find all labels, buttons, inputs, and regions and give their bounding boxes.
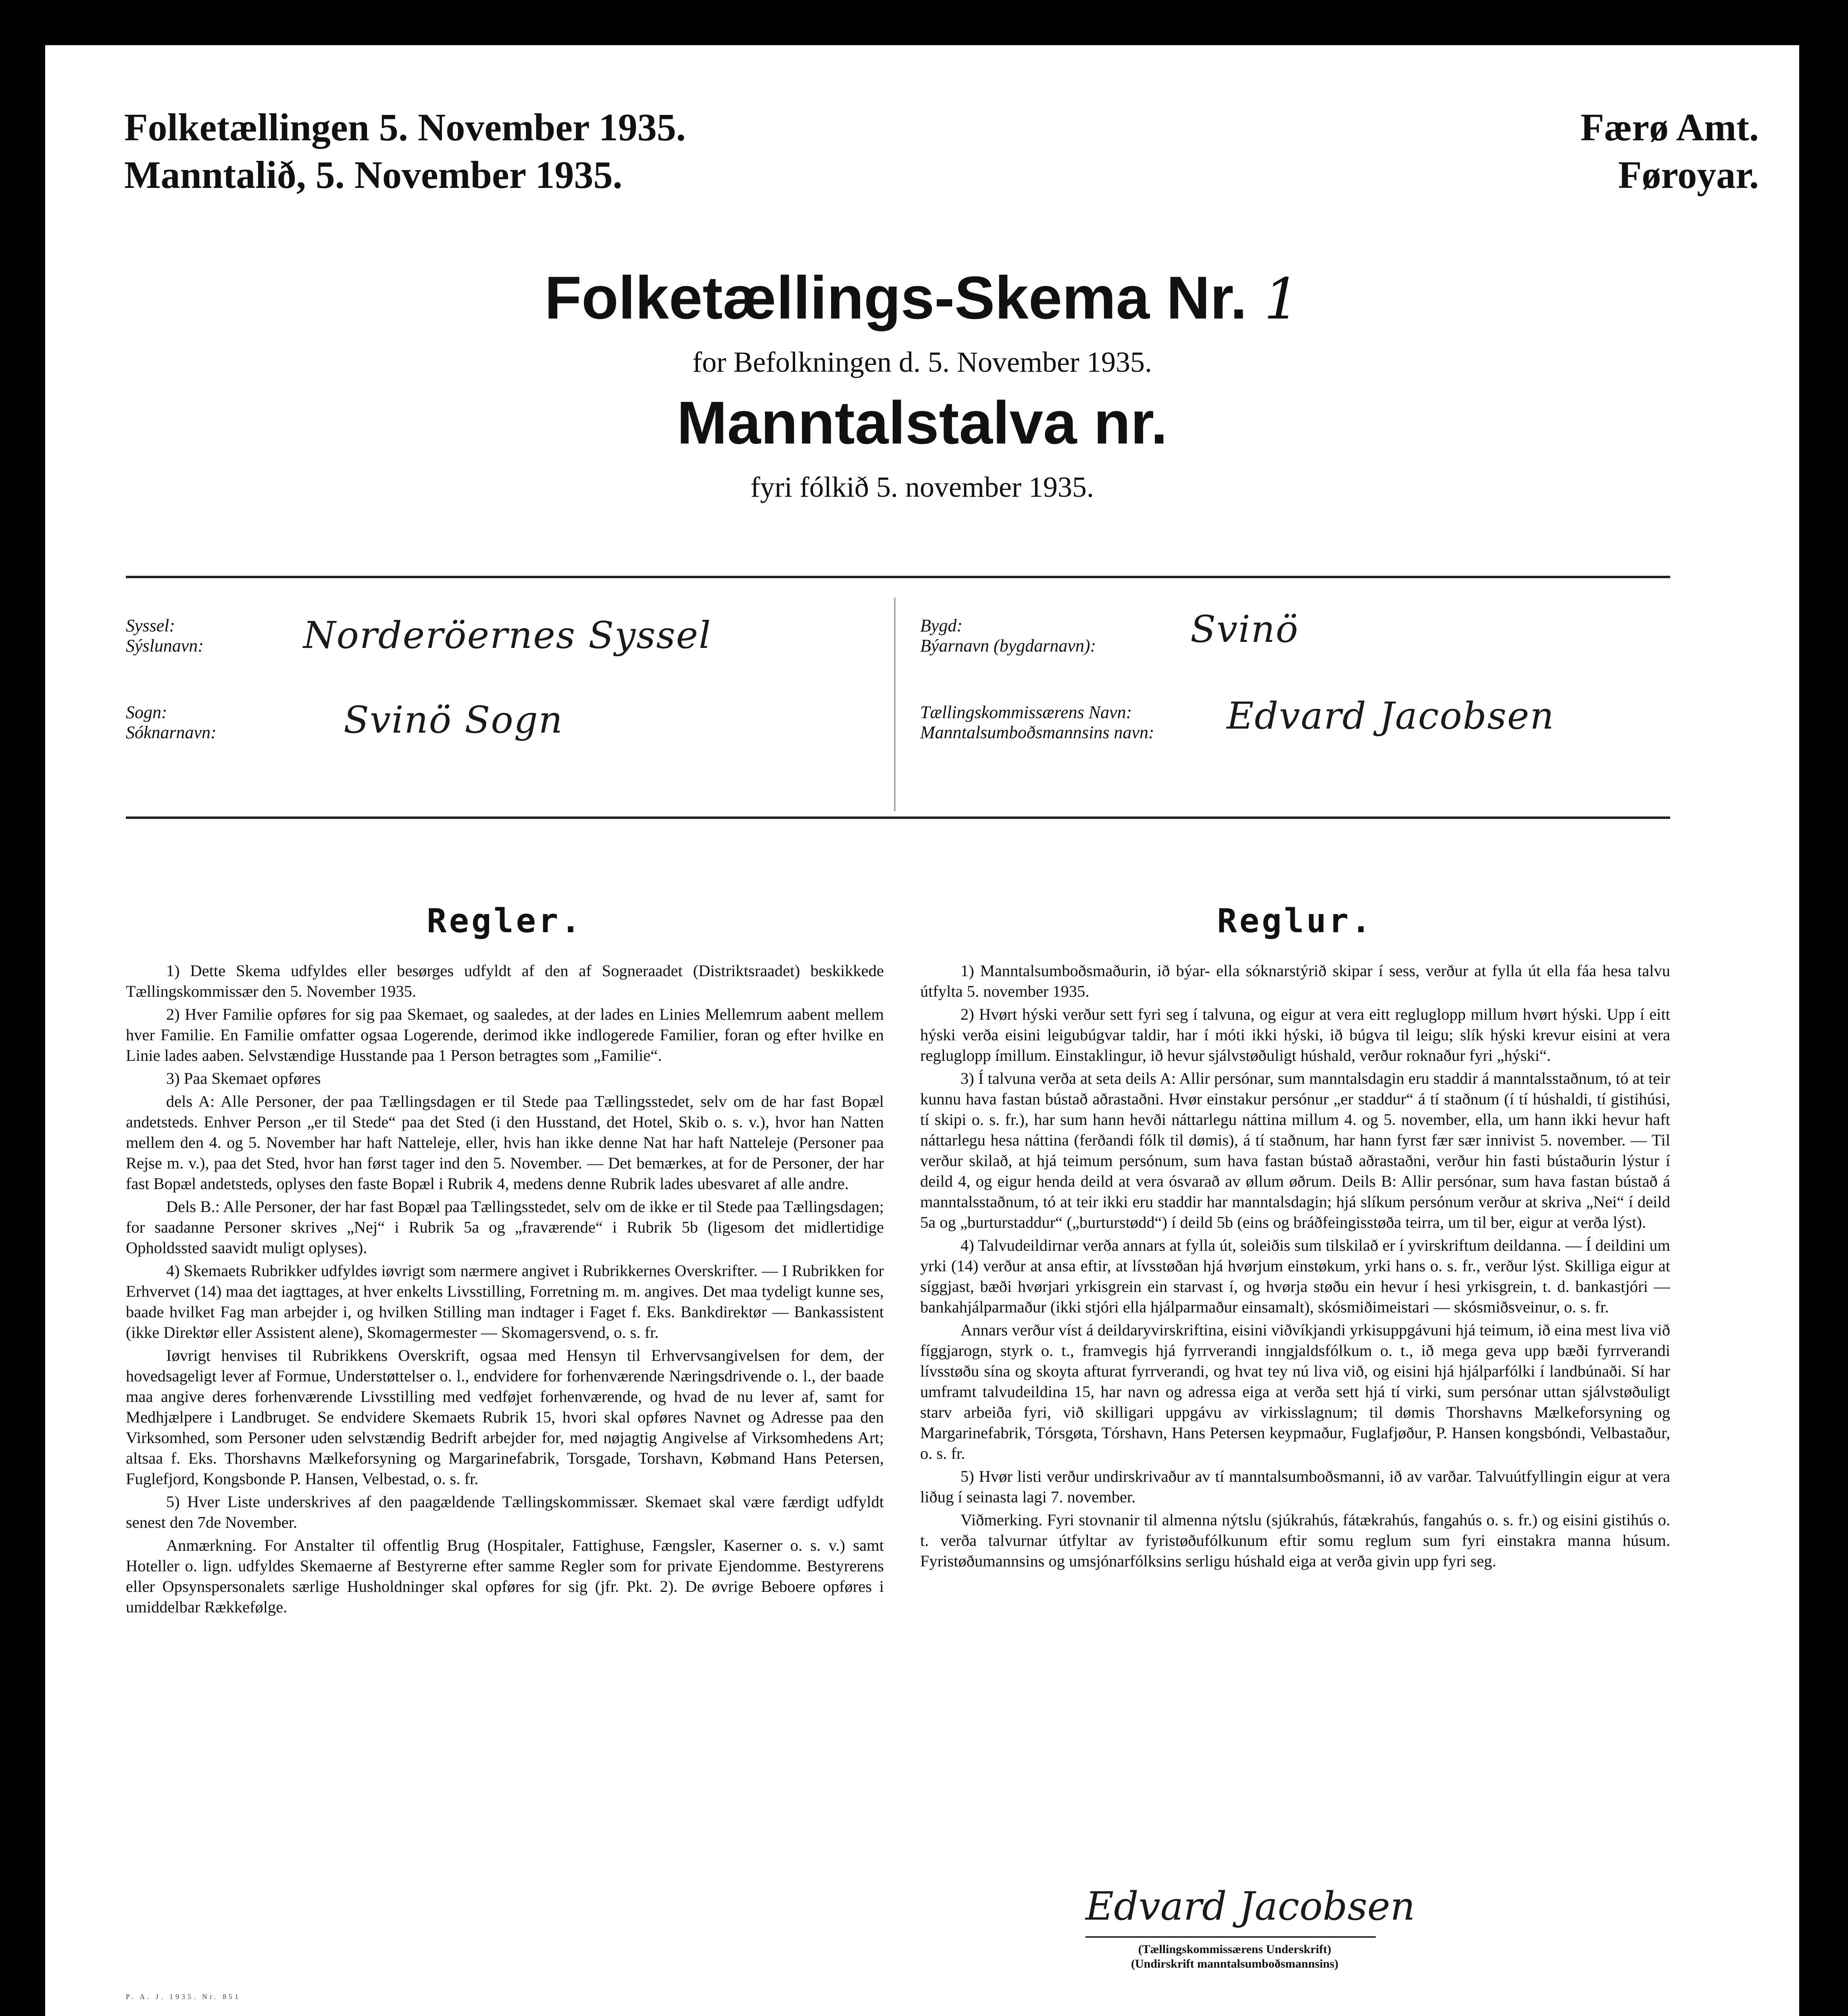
- form-title-text: Folketællings-Skema Nr.: [544, 264, 1247, 331]
- header-right-line2: Føroyar.: [1618, 153, 1759, 196]
- form-subtitle: for Befolkningen d. 5. November 1935.: [692, 346, 1152, 378]
- reglur-paragraph: Annars verður víst á deildaryvirskriftina, eisini viðvíkjandi yrkisuppgávuni hjá teimum, ið eina mest liva við fíggjarogn, styrk o. t., framvegis hjá fyrrverandi inngjaldsfólkum o. t., ið mega geva upp bæði fyrrverandi lívsstøðu sína og skoyta afturat fyrrverandi, og hvat tey nú liva við, og eisini hjá hjálparfólki í landbúnaði. Sí har umframt talvudeildina 15, har navn og adressa eiga at verða sett hjá tí virki, sum persónar uttan sjálvstøðuligt starv arbeiða fyri, við skilligari uppgávu av virkisslagnum; til dømis Thorshavns Mælkeforsyning og Margarinefabrik, Tórsgøta, Tórshavn, Hans Petersen keypmaður, Fuglafjøður, P. Hansen kongsbóndi, Velbastaður, o. s. fr.: [920, 1321, 1670, 1462]
- regler-paragraph: Iøvrigt henvises til Rubrikkens Overskrift, ogsaa med Hensyn til Erhvervsangivelsen for dem, der hovedsageligt lever af Formue, Understøttelser o. l., endvidere for forhenværende Næringsdrivende o. l., der baade maa angive deres forhenværende Livsstilling med vedføjet forhenværende, og hvad de nu lever af, samt for Medhjælpere i Landbruget. Se endvidere Skemaets Rubrik 15, hvori skal opføres Navnet og Adresse paa den Virksomhed, som Personer uden selvstændig Bedrift arbejder for, med nøjagtig Angivelse af Virksomhedens Art; altsaa f. Eks. Thorshavns Mælkeforsyning og Margarinefabrik, Torsgade, Torshavn, Købmand Hans Petersen, Fuglefjord, Kongsbonde P. Hansen, Velbestad, o. s. fr.: [126, 1346, 884, 1488]
- header-right-line1: Færø Amt.: [1580, 106, 1759, 149]
- header-left-line1: Folketællingen 5. November 1935.: [124, 106, 686, 149]
- regler-paragraph: dels A: Alle Personer, der paa Tællingsdagen er til Stede paa Tællingsstedet, selv om de har fast Bopæl andetsteds. Enhver Person „er til Stede“ paa det Sted (i den Husstand, det Hotel, Skib o. s. v.), hvor han Natten mellem den 4. og 5. November har haft Natteleje, eller, hvis han ikke denne Nat har haft Natteleje (Personer paa Rejse m. v.), paa det Sted, hvor han først tager ind den 5. November. — Det bemærkes, at for de Personer, der har fast Bopæl andetsteds, oplyses den faste Bopæl i Rubrik 4, medens denne Rubrik lades ubesvaret af alle andre.: [126, 1092, 884, 1193]
- reglur-paragraph: 2) Hvørt hýski verður sett fyri seg í talvuna, og eigur at vera eitt regluglopp millum hvørt hýski. Upp í eitt hýski verða eisini leigubúgvar taldir, har í móti ikki hýski, ið búgva til leigu; slík hýski krevur eisini at vera regluglopp ímillum. Einstaklingur, ið hevur sjálvstøðuligt húshald, verður roknaður fyri „hýski“.: [920, 1005, 1670, 1064]
- form-subtitle-faroese: fyri fólkið 5. november 1935.: [750, 471, 1094, 503]
- reglur-paragraph: Viðmerking. Fyri stovnanir til almenna nýtslu (sjúkrahús, fátækrahús, fangahús o. s. fr.) og eisini gistihús o. t. verða talvurnar útfyltar av fyristøðufólkunum eftir somu reglum sum fyri einstakra manna húsum. Fyristøðumannsins og umsjónarfólksins serligu húshald eiga at verða givin upp fyri seg.: [920, 1511, 1670, 1570]
- bygd-value: Svinö: [1190, 608, 1299, 651]
- syssel-label: Syssel: Sýslunavn:: [126, 616, 204, 656]
- regler-paragraph: Dels B.: Alle Personer, der har fast Bopæl paa Tællingsstedet, selv om de ikke er til Stede paa Tællingsdagen; for saadanne Personer skrives „Nej“ i Rubrik 5a og „fraværende“ i Rubrik 5b (ligesom det midlertidige Opholdssted saavidt muligt oplyses).: [126, 1198, 884, 1257]
- regler-paragraph: 1) Dette Skema udfyldes eller besørges udfyldt af den af Sogneraadet (Distriktsraadet) beskikkede Tællingskommissær den 5. November 1935.: [126, 962, 884, 1000]
- form-title: [45, 263, 1799, 333]
- census-form-page: [45, 45, 1799, 2016]
- kommissaer-value: Edvard Jacobsen: [1227, 694, 1555, 737]
- syssel-value: Norderöernes Syssel: [303, 614, 712, 657]
- header-left: [124, 104, 686, 199]
- printer-mark: P. A. J. 1935. Nr. 851: [126, 1993, 241, 2001]
- signature-handwritten: Edvard Jacobsen: [1085, 1884, 1415, 1929]
- reglur-paragraph: 5) Hvør listi verður undirskrivaður av tí manntalsumboðsmanni, ið av varðar. Talvuútfyllingin eigur at vera liðug í seinasta lagi 7. november.: [920, 1467, 1670, 1506]
- form-number-handwritten: 1: [1264, 267, 1300, 332]
- reglur-paragraph: 3) Í talvuna verða at seta deils A: Allir persónar, sum manntalsdagin eru staddir á manntalsstaðnum, tó at teir kunnu hava fastan bústað aðrastaðni. Hvør einstakur persónur „er staddur“ á tí staðnum (í tí húshaldi, tí gistihúsi, tí skipi o. s. fr.), har sum hann hevði náttarlegu náttina millum 4. og 5. november, ella, um hann ikki hevur haft náttarlegu hesa náttina (ferðandi fólk til dømis), á tí staðnum, har hann fyrst fær sær innivist 5. november. — Til verður skilað, at hjá teimum persónum, sum hava fastan bústað aðrastaðni, verður hin fasti bústaðurin lýstur í deild 4, og eigur henda deild at vera ósvarað av øllum øðrum. Deils B: Allir persónar, sum hava fastan bústað á manntalsstaðnum, tó at teir ikki eru staddir har manntalsdagin; hjá slíkum persónum verður at skriva „Nei“ í deild 5a og „burturstaddur“ („burturstødd“) í deild 5b (eins og bráðfeingisstøða teirra, um til ber, eigur at verða lýst).: [920, 1069, 1670, 1231]
- regler-text: [126, 960, 884, 1617]
- regler-heading: Regler.: [427, 902, 583, 940]
- bygd-label: Bygd: Býarnavn (bygdarnavn):: [920, 616, 1096, 656]
- reglur-heading: Reglur.: [1217, 902, 1373, 940]
- form-title-faroese: Manntalstalva nr.: [677, 389, 1168, 456]
- top-rule: [126, 576, 1670, 578]
- sogn-label: Sogn: Sóknarnavn:: [126, 702, 217, 742]
- header-left-line2: Manntalið, 5. November 1935.: [124, 153, 623, 196]
- regler-paragraph: 5) Hver Liste underskrives af den paagældende Tællingskommissær. Skemaet skal være færdigt udfyldt senest den 7de November.: [126, 1493, 884, 1531]
- regler-paragraph: 2) Hver Familie opføres for sig paa Skemaet, og saaledes, at der lades en Linies Mellemrum aabent mellem hver Familie. En Familie omfatter ogsaa Logerende, derimod ikke indlogerede Familier, foran og efter hvilke en Linie lades aaben. Selvstændige Husstande paa 1 Person betragtes som „Familie“.: [126, 1005, 884, 1064]
- kommissaer-label: Tællingskommissærens Navn: Manntalsumboðsmannsins navn:: [920, 702, 1154, 742]
- fields-bottom-rule: [126, 816, 1670, 819]
- reglur-text: [920, 960, 1670, 1571]
- header-right: [1580, 104, 1759, 199]
- regler-paragraph: Anmærkning. For Anstalter til offentlig Brug (Hospitaler, Fattighuse, Fængsler, Kaserner o. s. v.) samt Hoteller o. lign. udfyldes Skemaerne af Bestyrerne efter samme Regler som for private Ejendomme. Bestyrerens eller Opsynspersonalets særlige Husholdninger skal opføres for sig (jfr. Pkt. 2). De øvrige Beboere opføres i umiddelbar Rækkefølge.: [126, 1536, 884, 1616]
- regler-paragraph: 3) Paa Skemaet opføres: [166, 1069, 321, 1087]
- signature-caption: (Tællingskommissærens Underskrift) (Undirskrift manntalsumboðsmannsins): [1131, 1943, 1339, 1970]
- sogn-value: Svinö Sogn: [344, 698, 563, 741]
- reglur-paragraph: 4) Talvudeildirnar verða annars at fylla út, soleiðis sum tilskilað er í yvirskriftum deildanna. — Í deildini um yrki (14) verður at ansa eftir, at lívsstøðan hjá hvørjum einstøkum, yrki hans o. s. fr., verður lýst. Skilliga eigur at síggjast, bæði hvørjari yrkisgrein ein starvast í, og hvørja støðu ein hevur í hesi yrkisgrein, t. d. bankastjóri — bankahjálparmaður (ikki stjóri ella hjálparmaður einsamalt), skósmiðimeistari — skósmiðsveinur, o. s. fr.: [920, 1236, 1670, 1316]
- signature-line: [1085, 1936, 1376, 1938]
- regler-paragraph: 4) Skemaets Rubrikker udfyldes iøvrigt som nærmere angivet i Rubrikkernes Overskrifter. — I Rubrikken for Erhvervet (14) maa det iagttages, at hver enkelts Livsstilling, Forretning m. m. angives. Det maa tydeligt kunne ses, baade hvilket Fag man arbejder i, og hvilken Stilling man indtager i Faget f. Eks. Bankdirektør — Bankassistent (ikke Direktør eller Assistent alene), Skomagermester — Skomagersvend, o. s. fr.: [126, 1262, 884, 1341]
- reglur-paragraph: 1) Manntalsumboðsmaðurin, ið býar- ella sóknarstýrið skipar í sess, verður at fylla út ella fáa hesa talvu útfylta 5. november 1935.: [920, 962, 1670, 1000]
- field-divider: [894, 598, 896, 811]
